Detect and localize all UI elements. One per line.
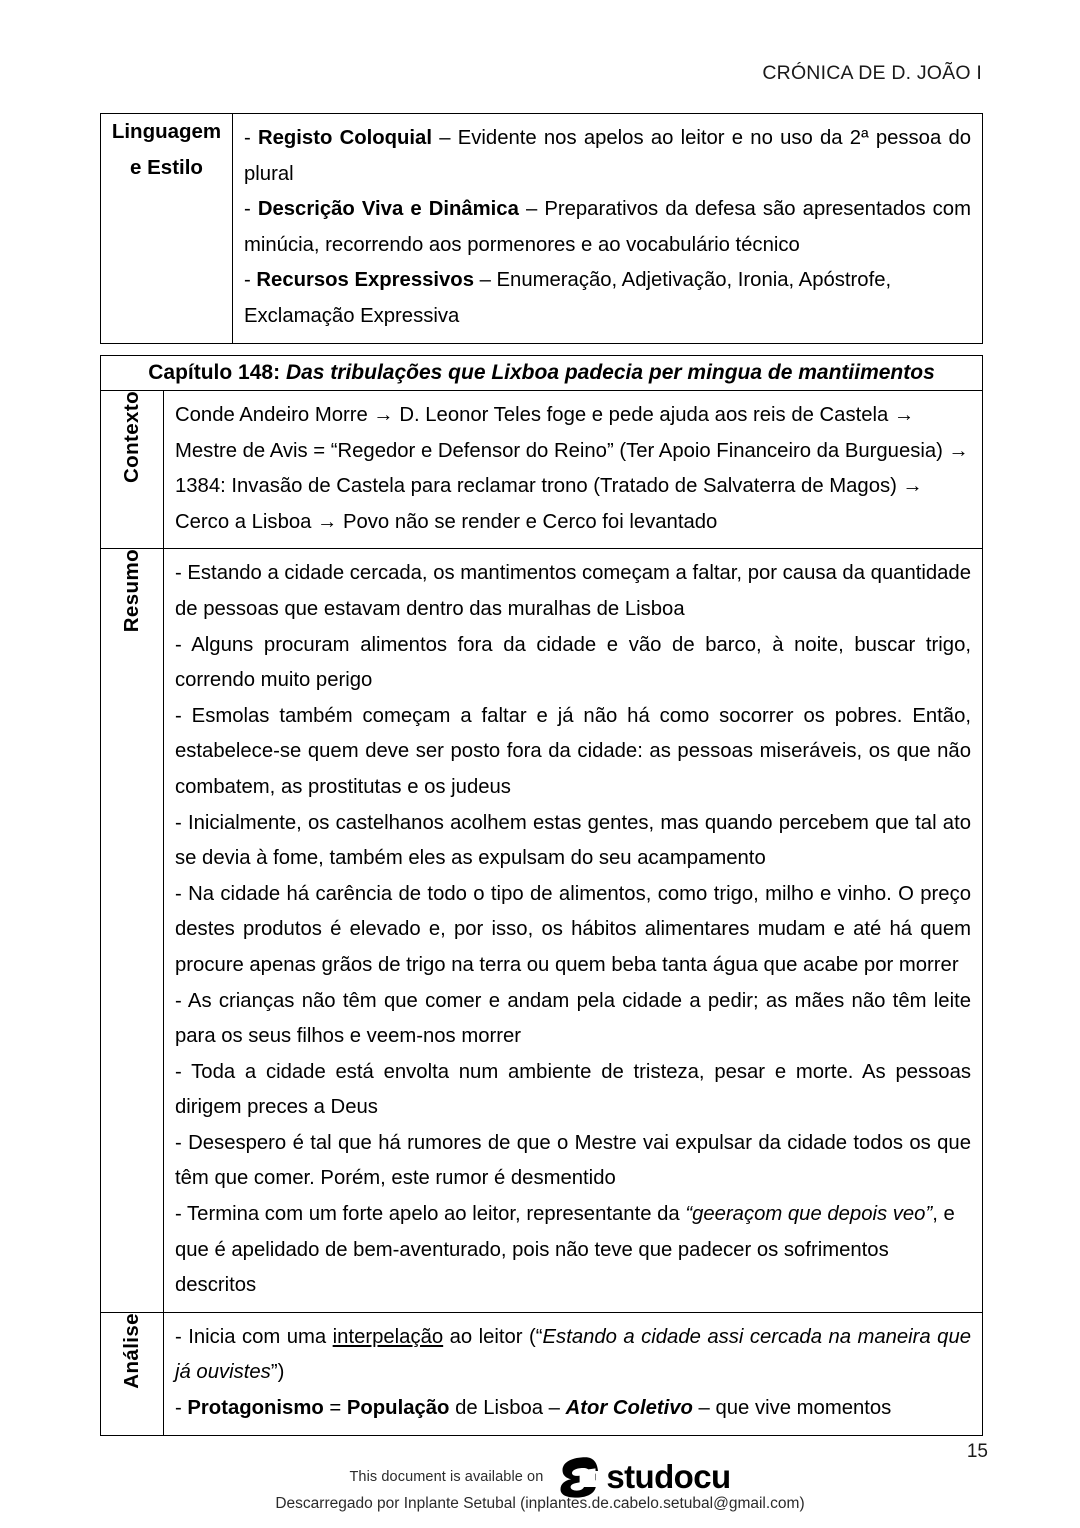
table-linguagem-estilo <box>100 113 983 344</box>
list-item: - As crianças não têm que comer e andam pela cidade a pedir; as mães não têm leite para os seus filhos e veem-nos morrer <box>175 989 971 1048</box>
text-segment: Cerco a Lisboa <box>175 510 318 533</box>
list-item: - Estando a cidade cercada, os mantimentos começam a faltar, por causa da quantidade de pessoas que estavam dentro das muralhas de Lisboa <box>175 562 971 620</box>
list-item: - Na cidade há carência de todo o tipo de alimentos, como trigo, milho e vinho. O preço destes produtos é elevado e, por isso, os hábitos alimentares mudam e até há quem procure apenas grãos de trigo na terra ou quem beba tanta água que acabe por morrer <box>175 882 971 976</box>
separator: – <box>473 269 497 292</box>
text-segment: – que vive momentos <box>692 1397 892 1420</box>
bullet-dash: - <box>244 269 257 292</box>
list-item <box>175 1391 971 1427</box>
studocu-logo <box>559 1456 730 1498</box>
text-segment: - Inicia com uma <box>175 1325 333 1348</box>
text-segment: - Termina com um forte apelo ao leitor, representante da <box>175 1203 686 1226</box>
table-row-analise <box>101 1312 983 1435</box>
arrow-icon: → <box>948 439 969 462</box>
chapter-number: Capítulo 148: <box>148 361 286 384</box>
text-segment: = <box>323 1397 347 1420</box>
term: Ator Coletivo <box>565 1397 693 1420</box>
item-text: Enumeração, Adjetivação, Ironia, Apóstrofe, Exclamação Expressiva <box>244 269 892 327</box>
bullet-dash: - <box>244 127 258 149</box>
table-row-contexto <box>101 391 983 549</box>
term: Registo Coloquial <box>257 127 432 149</box>
table-capitulo-148 <box>100 355 983 1436</box>
row-label-analise-cell <box>101 1312 164 1435</box>
arrow-icon: → <box>902 475 923 498</box>
separator: – <box>518 198 545 221</box>
arrow-icon: → <box>893 404 915 426</box>
row-content-resumo <box>164 549 983 1312</box>
table-row <box>101 114 983 344</box>
table-row-chapter-header <box>101 356 983 391</box>
text-segment: Mestre de Avis = “Regedor e Defensor do Reino” (Ter Apoio Financeiro da Burguesia) <box>175 439 949 462</box>
text-segment: ”) <box>270 1361 285 1384</box>
text-segment: 1384: Invasão de Castela para reclamar trono (Tratado de Salvaterra de Magos) <box>175 475 903 498</box>
underlined-term: interpelação <box>332 1325 444 1348</box>
row-content-analise <box>164 1312 983 1435</box>
studocu-brand-name: studocu <box>606 1458 731 1495</box>
bullet-dash: - <box>175 1397 188 1420</box>
text-segment: ao leitor (“ <box>443 1325 543 1348</box>
arrow-icon: → <box>317 510 338 533</box>
download-attribution: Descarregado por Inplante Setubal (inplantes.de.cabelo.setubal@gmail.com) <box>275 1495 805 1512</box>
studocu-watermark <box>0 1456 1080 1498</box>
list-item <box>175 1197 971 1304</box>
list-item: - Inicialmente, os castelhanos acolhem estas gentes, mas quando percebem que tal ato se devia à fome, também eles as expulsam do seu acampamento <box>175 811 971 870</box>
text-segment: de Lisboa – <box>449 1397 566 1420</box>
studocu-logo-icon <box>559 1456 599 1498</box>
term: Protagonismo <box>187 1397 324 1420</box>
bullet-dash: - <box>244 198 258 221</box>
separator: – <box>431 127 458 149</box>
arrow-icon: → <box>373 404 394 426</box>
list-item <box>175 1320 971 1391</box>
list-item: - Toda a cidade está envolta num ambiente de tristeza, pesar e morte. As pessoas dirigem preces a Deus <box>175 1060 971 1119</box>
row-label-contexto-cell <box>101 391 164 549</box>
term: Descrição Viva e Dinâmica <box>257 198 519 221</box>
paragraph <box>175 398 971 540</box>
text-segment: D. Leonor Teles foge e pede ajuda aos reis de Castela <box>393 404 894 426</box>
list-item <box>244 192 971 263</box>
page-number: 15 <box>966 1441 988 1462</box>
text-segment: , e que é apelidado de bem-aventurado, pois não teve que padecer os sofrimentos descritos <box>175 1203 955 1297</box>
row-content-contexto <box>164 391 983 549</box>
text-segment: Conde Andeiro Morre <box>175 404 374 426</box>
row-label-linguagem-estilo <box>101 114 233 344</box>
row-label-line-1: Linguagem <box>111 120 222 143</box>
row-label-contexto: Contexto <box>120 391 143 484</box>
term: Recursos Expressivos <box>256 269 474 292</box>
list-item: - Esmolas também começam a faltar e já não há como socorrer os pobres. Então, estabelece-se quem deve ser posto fora da cidade: as pessoas miseráveis, os que não combatem, as prostitutas e os judeus <box>175 704 971 798</box>
table-row-resumo <box>101 549 983 1312</box>
row-label-analise: Análise <box>120 1312 143 1389</box>
watermark-text: This document is available on <box>349 1469 544 1485</box>
row-label-resumo: Resumo <box>120 549 143 633</box>
term: População <box>346 1397 450 1420</box>
list-item <box>244 121 971 192</box>
chapter-title: Das tribulações que Lixboa padecia per mingua de mantiimentos <box>285 361 935 384</box>
item-text: Preparativos da defesa são apresentados com minúcia, recorrendo aos pormenores e ao vocabulário técnico <box>244 198 971 256</box>
list-item: - Desespero é tal que há rumores de que o Mestre vai expulsar da cidade todos os que têm que comer. Porém, este rumor é desmentido <box>175 1131 971 1190</box>
quotation: Estando a cidade assi cercada na maneira que já ouvistes <box>175 1325 971 1384</box>
row-label-resumo-cell <box>101 549 164 1312</box>
text-segment: Povo não se render e Cerco foi levantado <box>337 510 718 533</box>
row-label-line-2: e Estilo <box>130 155 203 179</box>
list-item <box>244 263 971 334</box>
running-header: CRÓNICA DE D. JOÃO I <box>762 62 982 84</box>
chapter-title-cell <box>101 356 983 391</box>
list-item: - Alguns procuram alimentos fora da cidade e vão de barco, à noite, buscar trigo, correndo muito perigo <box>175 633 971 692</box>
item-text: Evidente nos apelos ao leitor e no uso da 2ª pessoa do plural <box>244 127 972 185</box>
row-content-linguagem-estilo <box>233 114 983 344</box>
quotation: “geeraçom que depois veo” <box>685 1203 933 1226</box>
